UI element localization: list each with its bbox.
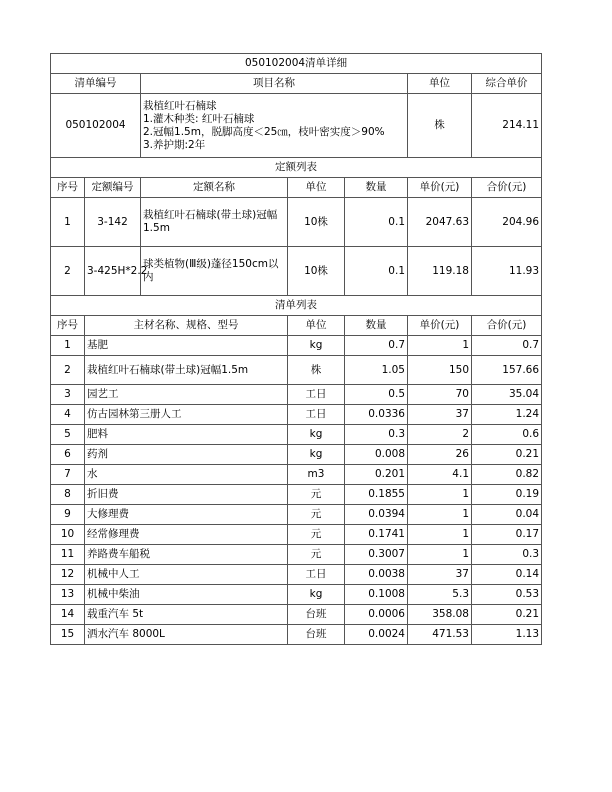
bill-name-line: 2.冠幅1.5m，脱脚高度＜25㎝，枝叶密实度＞90% bbox=[143, 125, 385, 138]
material-row bbox=[51, 625, 542, 645]
material-seq: 3 bbox=[51, 385, 85, 405]
material-qty: 0.5 bbox=[345, 385, 408, 405]
material-name: 养路费车船税 bbox=[85, 545, 288, 565]
material-seq: 4 bbox=[51, 405, 85, 425]
quota-row bbox=[51, 198, 542, 247]
bill-price-header: 综合单价 bbox=[472, 74, 542, 94]
material-qty: 0.0394 bbox=[345, 505, 408, 525]
material-price: 4.1 bbox=[408, 465, 472, 485]
quota-section-title: 定额列表 bbox=[51, 158, 542, 178]
material-seq: 14 bbox=[51, 605, 85, 625]
material-price: 1 bbox=[408, 545, 472, 565]
quota-unit: 10株 bbox=[288, 198, 345, 247]
material-qty: 0.0024 bbox=[345, 625, 408, 645]
material-total: 157.66 bbox=[472, 356, 542, 385]
material-price: 1 bbox=[408, 505, 472, 525]
material-unit: 工日 bbox=[288, 405, 345, 425]
bill-name-header: 项目名称 bbox=[141, 74, 408, 94]
material-row bbox=[51, 385, 542, 405]
material-name: 药剂 bbox=[85, 445, 288, 465]
quota-price: 119.18 bbox=[408, 247, 472, 296]
bill-name-line: 1.灌木种类: 红叶石楠球 bbox=[143, 112, 255, 125]
material-unit: 元 bbox=[288, 545, 345, 565]
material-header-row bbox=[51, 316, 542, 336]
material-row bbox=[51, 585, 542, 605]
material-name: 栽植红叶石楠球(带土球)冠幅1.5m bbox=[85, 356, 288, 385]
quota-qty: 0.1 bbox=[345, 198, 408, 247]
quota-seq: 1 bbox=[51, 198, 85, 247]
material-price: 1 bbox=[408, 525, 472, 545]
material-row bbox=[51, 445, 542, 465]
material-row bbox=[51, 505, 542, 525]
material-unit: m3 bbox=[288, 465, 345, 485]
bill-name-line: 栽植红叶石楠球 bbox=[143, 99, 217, 112]
material-price: 1 bbox=[408, 485, 472, 505]
material-seq: 11 bbox=[51, 545, 85, 565]
material-seq: 8 bbox=[51, 485, 85, 505]
material-row bbox=[51, 525, 542, 545]
bill-detail-table bbox=[50, 53, 542, 645]
quota-total-header: 合价(元) bbox=[472, 178, 542, 198]
material-total-header: 合价(元) bbox=[472, 316, 542, 336]
material-total: 0.19 bbox=[472, 485, 542, 505]
quota-code: 3-142 bbox=[85, 198, 141, 247]
material-total: 0.21 bbox=[472, 445, 542, 465]
material-unit: 元 bbox=[288, 505, 345, 525]
quota-row bbox=[51, 247, 542, 296]
material-qty: 0.3007 bbox=[345, 545, 408, 565]
quota-unit-header: 单位 bbox=[288, 178, 345, 198]
material-seq: 7 bbox=[51, 465, 85, 485]
quota-name-header: 定额名称 bbox=[141, 178, 288, 198]
material-section-title: 清单列表 bbox=[51, 296, 542, 316]
material-name: 机械中人工 bbox=[85, 565, 288, 585]
material-qty: 0.008 bbox=[345, 445, 408, 465]
material-qty: 0.201 bbox=[345, 465, 408, 485]
material-total: 0.6 bbox=[472, 425, 542, 445]
material-total: 1.24 bbox=[472, 405, 542, 425]
material-row bbox=[51, 425, 542, 445]
quota-code-header: 定额编号 bbox=[85, 178, 141, 198]
bill-unit: 株 bbox=[408, 94, 472, 158]
material-price: 70 bbox=[408, 385, 472, 405]
quota-qty: 0.1 bbox=[345, 247, 408, 296]
material-unit: kg bbox=[288, 585, 345, 605]
material-name: 机械中柴油 bbox=[85, 585, 288, 605]
material-price: 1 bbox=[408, 336, 472, 356]
material-total: 35.04 bbox=[472, 385, 542, 405]
material-qty: 0.3 bbox=[345, 425, 408, 445]
material-row bbox=[51, 545, 542, 565]
material-seq: 15 bbox=[51, 625, 85, 645]
material-row bbox=[51, 605, 542, 625]
material-name: 仿古园林第三册人工 bbox=[85, 405, 288, 425]
material-row bbox=[51, 485, 542, 505]
material-row bbox=[51, 565, 542, 585]
quota-section-row bbox=[51, 158, 542, 178]
material-price: 37 bbox=[408, 405, 472, 425]
quota-seq: 2 bbox=[51, 247, 85, 296]
quota-name: 球类植物(Ⅲ级)蓬径150cm以内 bbox=[141, 247, 288, 296]
quota-price-header: 单价(元) bbox=[408, 178, 472, 198]
material-name: 肥料 bbox=[85, 425, 288, 445]
material-price: 471.53 bbox=[408, 625, 472, 645]
material-qty: 0.0336 bbox=[345, 405, 408, 425]
material-unit: kg bbox=[288, 336, 345, 356]
material-price: 26 bbox=[408, 445, 472, 465]
material-unit-header: 单位 bbox=[288, 316, 345, 336]
quota-price: 2047.63 bbox=[408, 198, 472, 247]
bill-name bbox=[141, 94, 408, 158]
material-price: 2 bbox=[408, 425, 472, 445]
material-seq: 2 bbox=[51, 356, 85, 385]
material-price: 150 bbox=[408, 356, 472, 385]
material-unit: kg bbox=[288, 445, 345, 465]
bill-header-row bbox=[51, 74, 542, 94]
quota-qty-header: 数量 bbox=[345, 178, 408, 198]
material-unit: 株 bbox=[288, 356, 345, 385]
material-unit: 台班 bbox=[288, 625, 345, 645]
material-name: 基肥 bbox=[85, 336, 288, 356]
material-total: 0.14 bbox=[472, 565, 542, 585]
quota-name: 栽植红叶石楠球(带土球)冠幅1.5m bbox=[141, 198, 288, 247]
material-name: 园艺工 bbox=[85, 385, 288, 405]
quota-code: 3-425H*2.2 bbox=[85, 247, 141, 296]
bill-unit-header: 单位 bbox=[408, 74, 472, 94]
material-name-header: 主材名称、规格、型号 bbox=[85, 316, 288, 336]
material-qty: 0.7 bbox=[345, 336, 408, 356]
material-row bbox=[51, 356, 542, 385]
material-unit: 工日 bbox=[288, 565, 345, 585]
material-qty: 0.1855 bbox=[345, 485, 408, 505]
material-total: 1.13 bbox=[472, 625, 542, 645]
bill-code: 050102004 bbox=[51, 94, 141, 158]
material-seq: 10 bbox=[51, 525, 85, 545]
quota-header-row bbox=[51, 178, 542, 198]
material-price: 37 bbox=[408, 565, 472, 585]
material-price-header: 单价(元) bbox=[408, 316, 472, 336]
material-name: 折旧费 bbox=[85, 485, 288, 505]
material-total: 0.04 bbox=[472, 505, 542, 525]
bill-code-header: 清单编号 bbox=[51, 74, 141, 94]
material-unit: 元 bbox=[288, 525, 345, 545]
material-price: 5.3 bbox=[408, 585, 472, 605]
material-unit: kg bbox=[288, 425, 345, 445]
bill-price: 214.11 bbox=[472, 94, 542, 158]
material-total: 0.53 bbox=[472, 585, 542, 605]
material-seq: 6 bbox=[51, 445, 85, 465]
material-qty: 0.0038 bbox=[345, 565, 408, 585]
material-total: 0.21 bbox=[472, 605, 542, 625]
material-qty: 1.05 bbox=[345, 356, 408, 385]
material-unit: 台班 bbox=[288, 605, 345, 625]
page-title: 050102004清单详细 bbox=[51, 54, 542, 74]
material-price: 358.08 bbox=[408, 605, 472, 625]
material-unit: 工日 bbox=[288, 385, 345, 405]
bill-row bbox=[51, 94, 542, 158]
material-seq: 13 bbox=[51, 585, 85, 605]
material-seq: 12 bbox=[51, 565, 85, 585]
title-row bbox=[51, 54, 542, 74]
material-name: 大修理费 bbox=[85, 505, 288, 525]
bill-name-line: 3.养护期:2年 bbox=[143, 138, 206, 151]
material-qty: 0.1008 bbox=[345, 585, 408, 605]
material-total: 0.82 bbox=[472, 465, 542, 485]
material-qty: 0.0006 bbox=[345, 605, 408, 625]
material-total: 0.17 bbox=[472, 525, 542, 545]
material-name: 水 bbox=[85, 465, 288, 485]
material-seq: 5 bbox=[51, 425, 85, 445]
material-qty: 0.1741 bbox=[345, 525, 408, 545]
material-seq-header: 序号 bbox=[51, 316, 85, 336]
material-name: 洒水汽车 8000L bbox=[85, 625, 288, 645]
material-row bbox=[51, 405, 542, 425]
material-total: 0.3 bbox=[472, 545, 542, 565]
material-seq: 9 bbox=[51, 505, 85, 525]
material-qty-header: 数量 bbox=[345, 316, 408, 336]
quota-unit: 10株 bbox=[288, 247, 345, 296]
quota-total: 204.96 bbox=[472, 198, 542, 247]
material-unit: 元 bbox=[288, 485, 345, 505]
material-row bbox=[51, 465, 542, 485]
material-section-row bbox=[51, 296, 542, 316]
material-name: 经常修理费 bbox=[85, 525, 288, 545]
quota-seq-header: 序号 bbox=[51, 178, 85, 198]
quota-total: 11.93 bbox=[472, 247, 542, 296]
material-name: 载重汽车 5t bbox=[85, 605, 288, 625]
material-seq: 1 bbox=[51, 336, 85, 356]
material-row bbox=[51, 336, 542, 356]
material-total: 0.7 bbox=[472, 336, 542, 356]
